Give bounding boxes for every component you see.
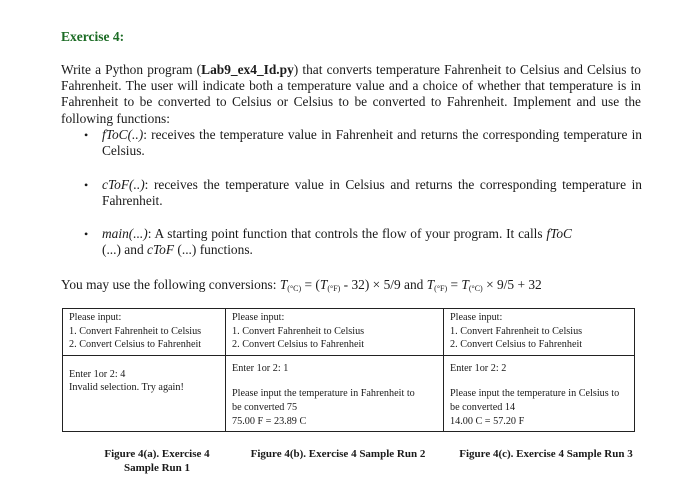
table-row-menu	[63, 309, 635, 356]
output-line: be converted 14	[450, 401, 516, 413]
menu-line: Please input:	[69, 312, 122, 323]
function-desc: : A starting point function that controls the flow of your program. It calls	[147, 226, 547, 241]
list-item-main	[84, 226, 572, 259]
intro-paragraph	[61, 62, 641, 127]
formula-op: × 9/5 + 32	[482, 277, 542, 292]
formula-op: = (	[301, 277, 320, 292]
function-ref: cToF	[147, 242, 175, 258]
output-line: be converted 75	[232, 401, 298, 413]
formula-var: T	[461, 277, 469, 292]
output-line: Enter 1or 2: 4	[69, 368, 126, 380]
function-name: main(...)	[102, 226, 148, 241]
function-name: fToC(..)	[102, 127, 144, 142]
caption-figure-4c	[446, 447, 646, 461]
function-desc-mid: (...) and	[102, 242, 147, 258]
menu-line: 2. Convert Celsius to Fahrenheit	[232, 339, 365, 351]
formula-sub: (°F)	[434, 284, 448, 293]
run2-output-cell	[226, 355, 444, 431]
output-line: Please input the temperature in Fahrenheit to	[232, 388, 415, 400]
caption-line: Figure 4(c). Exercise 4 Sample Run 3	[459, 448, 633, 460]
conversion-formulas	[61, 277, 542, 293]
menu-line: Please input:	[450, 312, 503, 323]
function-desc-end: (...) functions.	[174, 242, 253, 258]
function-name: cToF(..)	[102, 177, 145, 192]
formula-var: T	[426, 277, 435, 292]
output-line: Invalid selection. Try again!	[69, 382, 184, 394]
caption-line: Sample Run 1	[123, 462, 191, 474]
run2-menu-cell	[226, 309, 444, 356]
formula-sub: (°C)	[287, 284, 302, 293]
formula-var: T	[279, 277, 288, 292]
caption-figure-4a	[72, 447, 242, 475]
formula-var: T	[319, 277, 328, 292]
bullet-icon: •	[84, 178, 89, 192]
bullet-icon: •	[84, 128, 89, 142]
caption-line: Figure 4(b). Exercise 4 Sample Run 2	[250, 448, 426, 460]
caption-figure-4b	[232, 447, 444, 461]
function-ref: fToC	[546, 226, 572, 241]
conversion-lead: You may use the following conversions:	[61, 277, 280, 292]
function-desc: : receives the temperature value in Celsius and returns the corresponding temperature in Fahrenheit.	[102, 177, 642, 209]
menu-line: 2. Convert Celsius to Fahrenheit	[69, 339, 202, 351]
formula-sub: (°C)	[468, 284, 483, 293]
formula-op: =	[447, 277, 462, 292]
table-row-output	[63, 355, 635, 431]
output-line: 75.00 F = 23.89 C	[232, 415, 307, 427]
formula-sub: (°F)	[327, 284, 341, 293]
sample-runs-table	[62, 308, 635, 432]
menu-line: 1. Convert Fahrenheit to Celsius	[232, 325, 365, 337]
list-item-ftoc	[84, 127, 642, 160]
function-desc: : receives the temperature value in Fahrenheit and returns the corresponding temperature in Celsius.	[102, 127, 642, 159]
output-line: Enter 1or 2: 1	[232, 362, 289, 374]
run1-output-cell	[63, 355, 226, 431]
output-line: Enter 1or 2: 2	[450, 362, 507, 374]
run1-menu-cell	[63, 309, 226, 356]
program-filename: Lab9_ex4_Id.py	[201, 62, 294, 77]
caption-line: Figure 4(a). Exercise 4	[104, 448, 210, 460]
bullet-icon: •	[84, 227, 89, 241]
intro-after: ) that converts temperature Fahrenheit to Celsius and Celsius to Fahrenheit. The user will indicate both a temperature value and a choice of whether that temperature is in Fahrenheit to be converted to Celsius or Celsius to be converted to Fahrenheit. Implement and use the following functions:	[61, 62, 641, 126]
intro-before: Write a Python program (	[61, 62, 202, 77]
run3-output-cell	[444, 355, 635, 431]
menu-line: 2. Convert Celsius to Fahrenheit	[450, 339, 583, 351]
menu-line: 1. Convert Fahrenheit to Celsius	[450, 325, 583, 337]
output-line: 14.00 C = 57.20 F	[450, 415, 525, 427]
output-line: Please input the temperature in Celsius to	[450, 388, 620, 400]
menu-line: 1. Convert Fahrenheit to Celsius	[69, 325, 202, 337]
list-item-ctof	[84, 177, 642, 210]
run3-menu-cell	[444, 309, 635, 356]
formula-op: - 32) × 5/9 and	[340, 277, 427, 292]
exercise-title: Exercise 4:	[61, 29, 125, 44]
menu-line: Please input:	[232, 312, 285, 323]
